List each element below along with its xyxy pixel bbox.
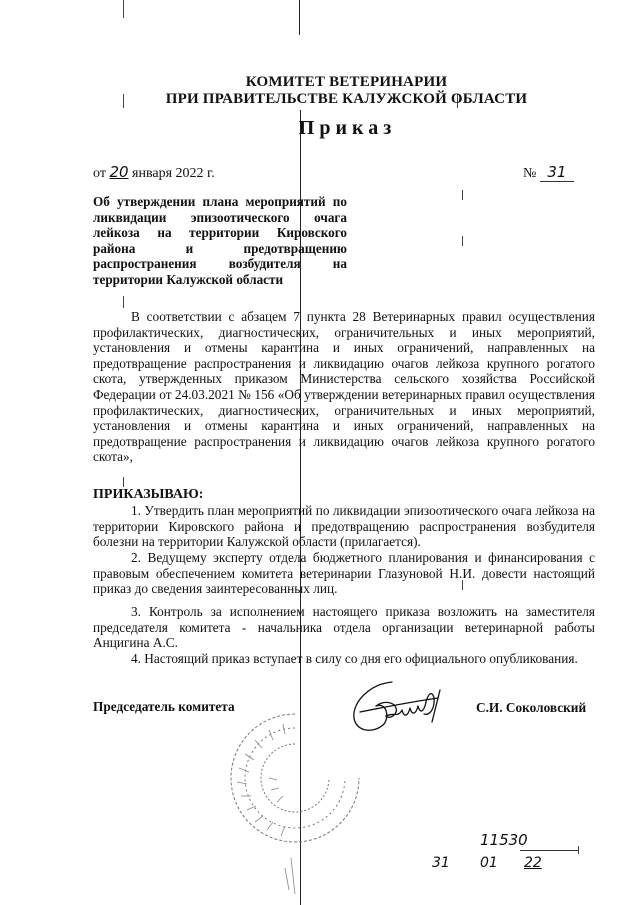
date-prefix: от [93, 166, 106, 181]
document-subject: Об утверждении плана мероприятий по ликвидации эпизоотического очага лейкоза на территории Кировского района и предотвращению распространения возбудителя на территории Калужской области [93, 194, 347, 287]
scan-artifact-tick [462, 190, 463, 200]
order-item-3: 3. Контроль за исполнением настоящего приказа возложить на заместителя председателя комитета - начальника отдела организации ветеринарной работы Анцигина А.С. [93, 604, 595, 651]
date-day-handwritten: 20 [109, 163, 129, 181]
scan-artifact-line [299, 0, 300, 35]
org-name-line2: ПРИ ПРАВИТЕЛЬСТВЕ КАЛУЖСКОЙ ОБЛАСТИ [165, 91, 528, 107]
scan-artifact-tick [123, 477, 124, 487]
order-item-4: 4. Настоящий приказ вступает в силу со дня его официального опубликования. [131, 651, 578, 666]
preamble-paragraph: В соответствии с абзацем 7 пункта 28 Ветеринарных правил осуществления профилактических, диагностических, ограничительных и иных мероприятий, установления и отмены карантина и иных ограничений, направленных на предотвращение распространения и ликвидацию очагов лейкоза крупного рогатого скота, утвержденных приказом Министерства сельского хозяйства Российской Федерации от 24.03.2021 № 156 «Об утверждении ветеринарных правил осуществления профилактических, диагностических, ограничительных и иных мероприятий, установления и отмены карантина и иных ограничений, направленных на предотвращение распространения и ликвидацию очагов лейкоза крупного рогатого скота», [93, 309, 595, 465]
scan-artifact-tick [123, 0, 124, 18]
decree-word: ПРИКАЗЫВАЮ: [93, 487, 204, 502]
order-item-2: 2. Ведущему эксперту отдела бюджетного планирования и финансирования с правовым обеспечением комитета ветеринарии Глазуновой Н.И. довести настоящий приказ до сведения заинтересованных лиц. [93, 550, 595, 597]
registration-number-handwritten: 11530 [480, 831, 528, 849]
document-number [523, 163, 574, 182]
registration-day: 31 [432, 855, 450, 871]
document-type-title: Приказ [298, 117, 397, 139]
scan-artifact-tick [123, 296, 124, 308]
date-month-year: января 2022 г. [132, 166, 215, 181]
number-sign: № [523, 166, 537, 181]
scan-artifact-tick [462, 236, 463, 246]
registration-month: 01 [480, 855, 498, 871]
registration-year: 22 [524, 855, 542, 871]
signatory-name: С.И. Соколовский [476, 700, 587, 715]
document-date [93, 163, 215, 182]
order-item-1: 1. Утвердить план мероприятий по ликвидации эпизоотического очага лейкоза на территории Кировского района и предотвращению распространения возбудителя болезни на территории Калужской области (прилагается). [93, 503, 595, 550]
org-name-line1: КОМИТЕТ ВЕТЕРИНАРИИ [245, 74, 448, 90]
signatory-role: Председатель комитета [93, 699, 235, 714]
scan-artifact-tick [578, 846, 579, 854]
registration-underline [520, 850, 578, 851]
official-seal [225, 708, 365, 898]
number-handwritten: 31 [540, 163, 574, 182]
